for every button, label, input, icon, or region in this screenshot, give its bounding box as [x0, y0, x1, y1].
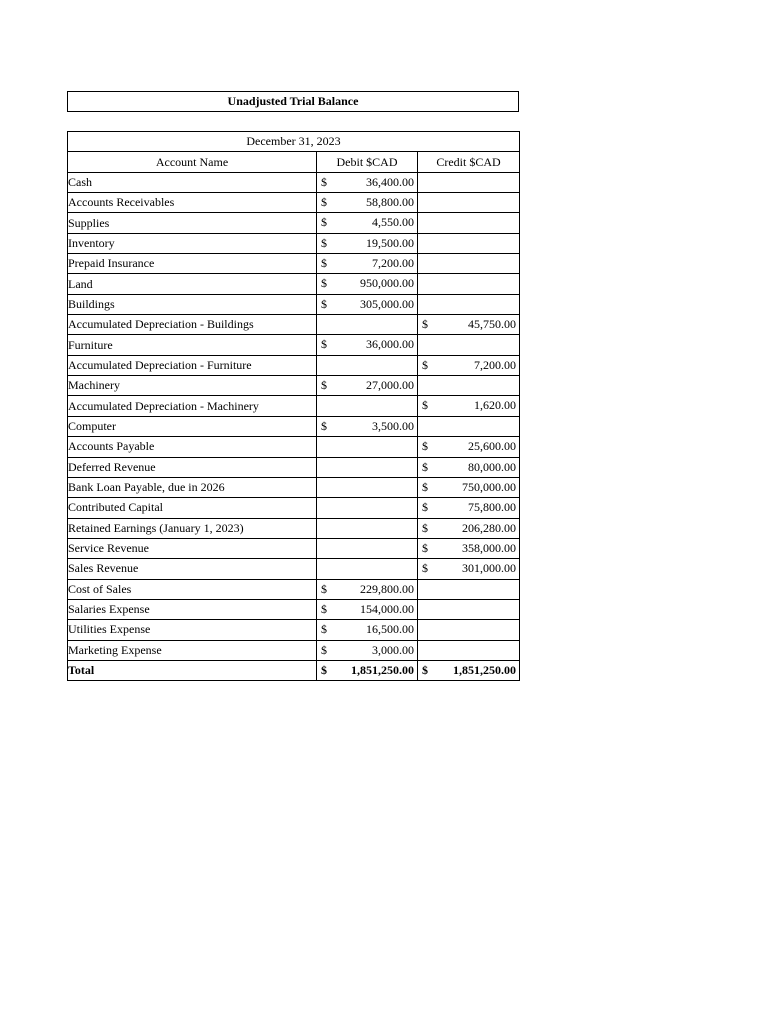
credit-total-amount: 1,851,250.00 [453, 662, 517, 677]
debit-cell [317, 396, 418, 416]
debit-amount: 950,000.00 [360, 276, 414, 291]
credit-cell [418, 355, 520, 375]
account-name: Computer [68, 416, 317, 436]
credit-amount: 206,280.00 [462, 520, 517, 535]
account-name: Supplies [68, 213, 317, 233]
debit-amount: 154,000.00 [360, 601, 414, 616]
credit-cell [418, 376, 520, 396]
currency-symbol: $ [321, 337, 327, 352]
debit-amount: 4,550.00 [372, 215, 414, 230]
table-row [68, 498, 520, 518]
currency-symbol: $ [422, 500, 428, 515]
table-row [68, 518, 520, 538]
credit-amount: 75,800.00 [468, 500, 517, 515]
currency-symbol: $ [422, 479, 428, 494]
debit-cell [317, 437, 418, 457]
credit-cell [418, 233, 520, 253]
table-row [68, 213, 520, 233]
account-name: Marketing Expense [68, 640, 317, 660]
debit-amount: 19,500.00 [366, 235, 414, 250]
debit-cell [317, 315, 418, 335]
credit-cell [418, 579, 520, 599]
account-name: Cost of Sales [68, 579, 317, 599]
credit-amount: 750,000.00 [462, 479, 517, 494]
debit-amount: 58,800.00 [366, 195, 414, 210]
currency-symbol: $ [422, 662, 428, 677]
debit-cell [317, 376, 418, 396]
credit-amount: 1,620.00 [474, 398, 517, 413]
account-name: Machinery [68, 376, 317, 396]
debit-cell [317, 355, 418, 375]
credit-amount: 301,000.00 [462, 561, 517, 576]
table-row [68, 274, 520, 294]
account-name: Accounts Payable [68, 437, 317, 457]
debit-total-amount: 1,851,250.00 [351, 662, 414, 677]
header-credit: Credit $CAD [418, 152, 520, 172]
account-name: Bank Loan Payable, due in 2026 [68, 477, 317, 497]
total-label: Total [68, 660, 317, 680]
currency-symbol: $ [422, 357, 428, 372]
table-row [68, 538, 520, 558]
credit-cell [418, 193, 520, 213]
debit-cell [317, 498, 418, 518]
credit-cell [418, 599, 520, 619]
table-row [68, 233, 520, 253]
table-row [68, 294, 520, 314]
debit-amount: 36,000.00 [366, 337, 414, 352]
credit-cell [418, 518, 520, 538]
account-name: Furniture [68, 335, 317, 355]
credit-cell [418, 274, 520, 294]
credit-cell [418, 640, 520, 660]
credit-amount: 80,000.00 [468, 459, 517, 474]
debit-cell [317, 457, 418, 477]
header-account-name: Account Name [68, 152, 317, 172]
currency-symbol: $ [422, 540, 428, 555]
debit-cell [317, 559, 418, 579]
debit-cell [317, 274, 418, 294]
currency-symbol: $ [321, 418, 327, 433]
credit-amount: 25,600.00 [468, 439, 517, 454]
credit-cell [418, 213, 520, 233]
account-name: Salaries Expense [68, 599, 317, 619]
table-row [68, 355, 520, 375]
table-row [68, 559, 520, 579]
currency-symbol: $ [321, 378, 327, 393]
account-name: Accumulated Depreciation - Machinery [68, 396, 317, 416]
report-title: Unadjusted Trial Balance [67, 91, 519, 112]
currency-symbol: $ [321, 662, 327, 677]
table-row [68, 599, 520, 619]
account-name: Contributed Capital [68, 498, 317, 518]
debit-cell [317, 620, 418, 640]
account-name: Inventory [68, 233, 317, 253]
table-row [68, 376, 520, 396]
debit-amount: 16,500.00 [366, 622, 414, 637]
account-name: Utilities Expense [68, 620, 317, 640]
debit-cell [317, 193, 418, 213]
credit-cell [418, 396, 520, 416]
table-row [68, 640, 520, 660]
debit-cell [317, 579, 418, 599]
currency-symbol: $ [321, 642, 327, 657]
debit-cell [317, 538, 418, 558]
currency-symbol: $ [321, 215, 327, 230]
debit-amount: 27,000.00 [366, 378, 414, 393]
account-name: Deferred Revenue [68, 457, 317, 477]
table-row [68, 457, 520, 477]
debit-cell [317, 335, 418, 355]
currency-symbol: $ [422, 398, 428, 413]
credit-cell [418, 172, 520, 192]
account-name: Retained Earnings (January 1, 2023) [68, 518, 317, 538]
total-row [68, 660, 520, 680]
credit-cell [418, 559, 520, 579]
currency-symbol: $ [321, 235, 327, 250]
currency-symbol: $ [321, 195, 327, 210]
currency-symbol: $ [321, 276, 327, 291]
credit-cell [418, 315, 520, 335]
credit-cell [418, 335, 520, 355]
currency-symbol: $ [321, 601, 327, 616]
credit-cell [418, 620, 520, 640]
table-row [68, 416, 520, 436]
currency-symbol: $ [422, 520, 428, 535]
debit-cell [317, 477, 418, 497]
table-row [68, 620, 520, 640]
credit-cell [418, 477, 520, 497]
currency-symbol: $ [422, 317, 428, 332]
credit-amount: 45,750.00 [468, 317, 517, 332]
account-name: Cash [68, 172, 317, 192]
account-name: Accumulated Depreciation - Furniture [68, 355, 317, 375]
debit-cell [317, 518, 418, 538]
account-name: Accumulated Depreciation - Buildings [68, 315, 317, 335]
report-date: December 31, 2023 [68, 132, 520, 152]
header-debit: Debit $CAD [317, 152, 418, 172]
table-row [68, 172, 520, 192]
trial-balance-table [67, 131, 520, 681]
account-name: Prepaid Insurance [68, 254, 317, 274]
currency-symbol: $ [321, 622, 327, 637]
debit-amount: 305,000.00 [360, 296, 414, 311]
credit-amount: 358,000.00 [462, 540, 517, 555]
account-name: Accounts Receivables [68, 193, 317, 213]
currency-symbol: $ [321, 581, 327, 596]
currency-symbol: $ [422, 439, 428, 454]
debit-cell [317, 254, 418, 274]
table-row [68, 315, 520, 335]
currency-symbol: $ [321, 296, 327, 311]
debit-cell [317, 599, 418, 619]
table-row [68, 437, 520, 457]
debit-amount: 3,500.00 [372, 418, 414, 433]
currency-symbol: $ [321, 256, 327, 271]
table-row [68, 254, 520, 274]
currency-symbol: $ [422, 561, 428, 576]
debit-amount: 7,200.00 [372, 256, 414, 271]
credit-cell [418, 254, 520, 274]
credit-cell [418, 416, 520, 436]
account-name: Buildings [68, 294, 317, 314]
credit-total-cell [418, 660, 520, 680]
account-name: Sales Revenue [68, 559, 317, 579]
currency-symbol: $ [321, 174, 327, 189]
credit-cell [418, 498, 520, 518]
debit-cell [317, 416, 418, 436]
debit-cell [317, 172, 418, 192]
account-name: Service Revenue [68, 538, 317, 558]
account-name: Land [68, 274, 317, 294]
trial-balance-body [68, 172, 520, 681]
credit-cell [418, 457, 520, 477]
debit-cell [317, 640, 418, 660]
table-row [68, 477, 520, 497]
debit-amount: 36,400.00 [366, 174, 414, 189]
credit-cell [418, 437, 520, 457]
debit-cell [317, 294, 418, 314]
table-row [68, 193, 520, 213]
debit-amount: 229,800.00 [360, 581, 414, 596]
debit-cell [317, 213, 418, 233]
currency-symbol: $ [422, 459, 428, 474]
table-row [68, 579, 520, 599]
table-row [68, 396, 520, 416]
credit-amount: 7,200.00 [474, 357, 517, 372]
credit-cell [418, 294, 520, 314]
debit-cell [317, 233, 418, 253]
table-row [68, 335, 520, 355]
debit-amount: 3,000.00 [372, 642, 414, 657]
debit-total-cell [317, 660, 418, 680]
credit-cell [418, 538, 520, 558]
